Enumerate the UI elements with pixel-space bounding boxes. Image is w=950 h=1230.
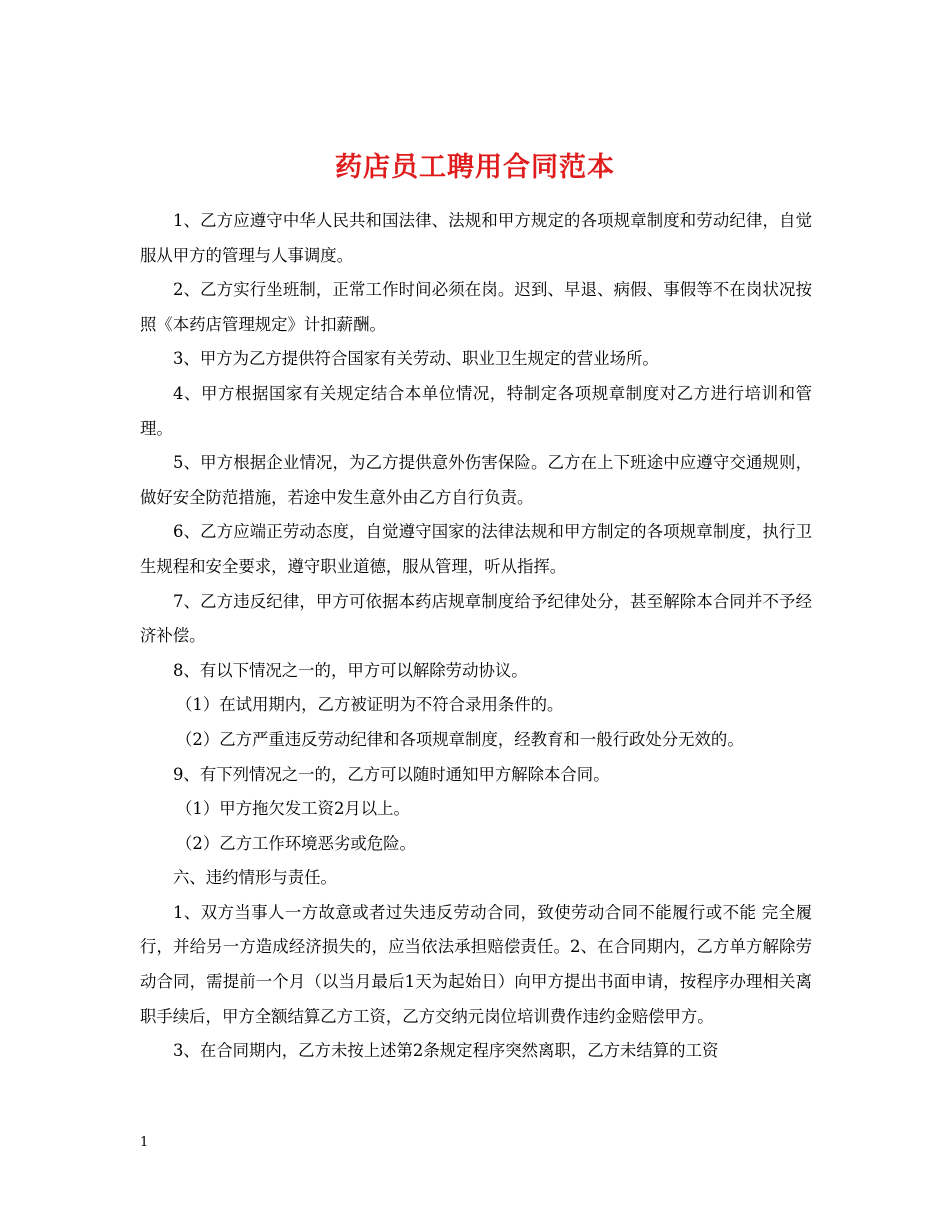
clause-paragraph: 5、甲方根据企业情况，为乙方提供意外伤害保险。乙方在上下班途中应遵守交通规则，做好安全防范措施，若途中发生意外由乙方自行负责。 — [140, 453, 812, 507]
sub-clause-paragraph: （2）乙方工作环境恶劣或危险。 — [176, 833, 416, 853]
clause-paragraph: 1、乙方应遵守中华人民共和国法律、法规和甲方规定的各项规章制度和劳动纪律，自觉服从甲方的管理与人事调度。 — [140, 211, 812, 265]
document-body — [140, 204, 812, 1069]
sub-clause-paragraph: （2）乙方严重违反劳动纪律和各项规章制度，经教育和一般行政处分无效的。 — [176, 729, 744, 749]
clause-paragraph: 4、甲方根据国家有关规定结合本单位情况，特制定各项规章制度对乙方进行培训和管理。 — [140, 383, 812, 438]
clause-paragraph: 9、有下列情况之一的，乙方可以随时通知甲方解除本合同。 — [173, 764, 610, 784]
clause-paragraph: 1、双方当事人一方故意或者过失违反劳动合同，致使劳动合同不能履行或不能 完全履行，并给另一方造成经济损失的，应当依法承担赔偿责任。2、在合同期内，乙方单方解除劳动合同，需提前一个月（以当月最后1天为起始日）向甲方提出书面申请，按程序办理相关离职手续后，甲方全额结算乙方工资，乙方交纳元岗位培训费作违约金赔偿甲方。 — [140, 902, 812, 1026]
sub-clause-paragraph: （1）甲方拖欠发工资2月以上。 — [176, 799, 410, 819]
clause-paragraph: 7、乙方违反纪律，甲方可依据本药店规章制度给予纪律处分，甚至解除本合同并不予经济补偿。 — [140, 591, 812, 646]
clause-paragraph: 6、乙方应端正劳动态度，自觉遵守国家的法律法规和甲方制定的各项规章制度，执行卫生规程和安全要求，遵守职业道德，服从管理，听从指挥。 — [140, 522, 812, 576]
clause-paragraph: 3、在合同期内，乙方未按上述第2条规定程序突然离职，乙方未结算的工资 — [173, 1041, 719, 1061]
clause-paragraph: 2、乙方实行坐班制，正常工作时间必须在岗。迟到、早退、病假、事假等不在岗状况按照《本药店管理规定》计扣薪酬。 — [140, 280, 812, 334]
sub-clause-paragraph: （1）在试用期内，乙方被证明为不符合录用条件的。 — [176, 695, 564, 715]
clause-paragraph: 8、有以下情况之一的，甲方可以解除劳动协议。 — [173, 660, 528, 680]
clause-paragraph: 3、甲方为乙方提供符合国家有关劳动、职业卫生规定的营业场所。 — [173, 349, 659, 369]
section-heading: 六、违约情形与责任。 — [173, 868, 337, 888]
document-title: 药店员工聘用合同范本 — [335, 152, 615, 184]
page-number: 1 — [140, 1135, 149, 1150]
